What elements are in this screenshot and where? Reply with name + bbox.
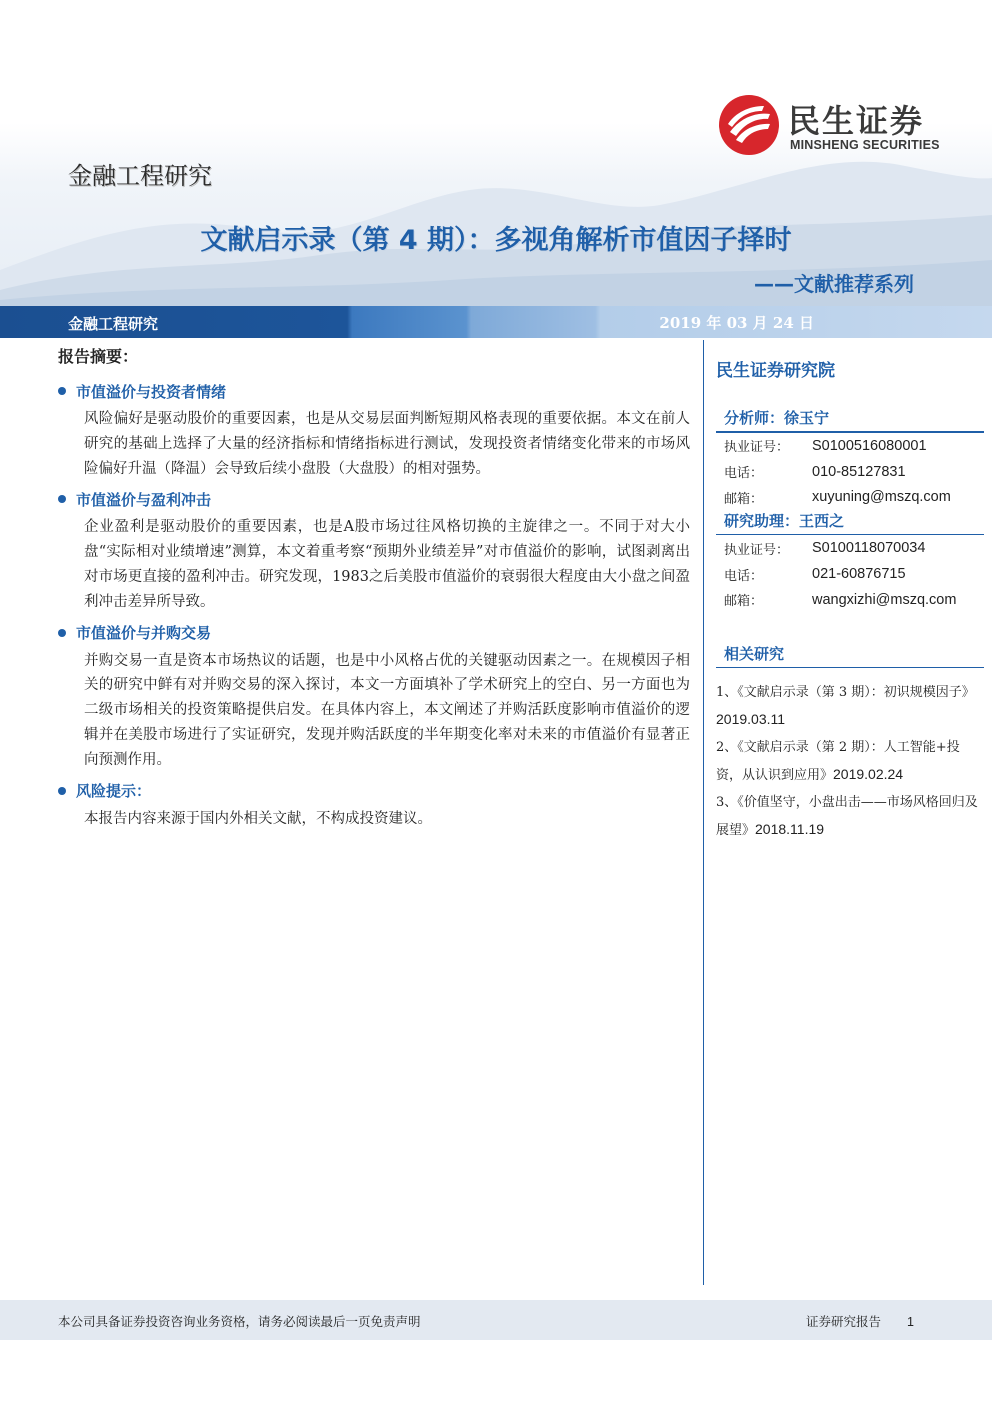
minsheng-logo-icon [718, 94, 780, 156]
report-subtitle: ——文献推荐系列 [754, 272, 914, 296]
phone-number: 010-85127831 [812, 463, 906, 480]
report-date: 2019 年 03 月 24 日 [659, 314, 814, 332]
abstract-section [58, 487, 690, 614]
related-date: 2019.03.11 [716, 711, 786, 728]
bullet-icon [58, 495, 66, 503]
risk-warning-section [58, 779, 690, 832]
column-divider [703, 340, 704, 1285]
analyst-email-row [716, 485, 984, 511]
email-link[interactable]: wangxizhi@mszq.com [812, 591, 957, 608]
related-title: 1、《文献启示录（第 3 期）：初识规模因子》 [716, 684, 975, 700]
report-title: 文献启示录（第 4 期）：多视角解析市值因子择时 [200, 225, 792, 256]
bullet-icon [58, 629, 66, 637]
phone-label: 电话： [724, 568, 764, 584]
section-heading [58, 379, 690, 403]
band-category: 金融工程研究 [68, 315, 159, 333]
related-research-item[interactable] [716, 790, 984, 845]
bullet-icon [58, 787, 66, 795]
footer-disclaimer: 本公司具备证券投资咨询业务资格，请务必阅读最后一页免责声明 [58, 1314, 421, 1329]
related-research-item[interactable] [716, 735, 984, 790]
section-body: 本报告内容来源于国内外相关文献，不构成投资建议。 [84, 810, 432, 827]
bullet-icon [58, 387, 66, 395]
abstract-section [58, 621, 690, 773]
abstract-section [58, 379, 690, 481]
assistant-heading: 研究助理：王西之 [716, 510, 984, 535]
email-label: 邮箱： [724, 594, 764, 610]
cert-label: 执业证号： [724, 542, 790, 558]
section-body: 企业盈利是驱动股价的重要因素，也是A股市场过往风格切换的主旋律之一。不同于对大小盘“实际相对业绩增速”测算，本文着重考察“预期外业绩差异”对市值溢价的影响，试图剥离出对市场更直接的盈利冲击。研究发现，1983之后美股市值溢价的衰弱很大程度由大小盘之间盈利冲击差异所导致。 [84, 519, 690, 610]
page-footer [0, 1300, 992, 1340]
section-body: 风险偏好是驱动股价的重要因素，也是从交易层面判断短期风格表现的重要依据。本文在前人研究的基础上选择了大量的经济指标和情绪指标进行测试，发现投资者情绪变化带来的市场风险偏好升温（降温）会导致后续小盘股（大盘股）的相对强势。 [84, 411, 690, 477]
email-label: 邮箱： [724, 491, 764, 507]
abstract-column [58, 344, 690, 837]
report-header [0, 0, 992, 306]
related-title: 2、《文献启示录（第 2 期）：人工智能+投资，从认识到应用》 [716, 739, 960, 784]
section-body: 并购交易一直是资本市场热议的话题，也是中小风格占优的关键驱动因素之一。在规模因子相关的研究中鲜有对并购交易的深入探讨，本文一方面填补了学术研究上的空白、另一方面也为二级市场相关的投资策略提供启发。在具体内容上，本文阐述了并购活跃度影响市值溢价的逻辑并在美股市场进行了实证研究，发现并购活跃度的半年期变化率对未来的市值溢价有显著正向预测作用。 [84, 652, 690, 768]
page-number: 1 [907, 1315, 914, 1329]
assistant-email-row [716, 587, 984, 613]
abstract-heading: 报告摘要： [58, 347, 139, 366]
series-label: 金融工程研究 [68, 162, 212, 190]
institute-name: 民生证券研究院 [716, 361, 835, 381]
assistant-cert-row [716, 535, 984, 561]
logo-chinese-name: 民生证券 [788, 102, 925, 140]
related-research-heading: 相关研究 [716, 643, 984, 668]
cert-number: S0100118070034 [812, 540, 926, 557]
section-title: 市值溢价与投资者情绪 [76, 382, 227, 401]
phone-label: 电话： [724, 466, 764, 482]
cert-label: 执业证号： [724, 440, 790, 456]
company-logo [718, 92, 958, 162]
section-heading [58, 779, 690, 803]
section-title: 风险提示： [76, 782, 152, 801]
footer-right [806, 1312, 914, 1330]
analyst-cert-row [716, 433, 984, 459]
related-research-item[interactable] [716, 680, 984, 735]
phone-number: 021-60876715 [812, 566, 906, 583]
analyst-phone-row [716, 459, 984, 485]
document-type: 证券研究报告 [806, 1314, 882, 1329]
section-title: 市值溢价与并购交易 [76, 624, 212, 643]
section-heading [58, 487, 690, 511]
sidebar [716, 356, 984, 845]
related-title: 3、《价值坚守，小盘出击——市场风格回归及展望》 [716, 794, 978, 839]
email-link[interactable]: xuyuning@mszq.com [812, 489, 951, 506]
logo-english-name: MINSHENG SECURITIES [790, 138, 940, 152]
analyst-heading: 分析师：徐玉宁 [716, 407, 984, 433]
assistant-phone-row [716, 561, 984, 587]
section-heading [58, 621, 690, 645]
section-title: 市值溢价与盈利冲击 [76, 490, 212, 509]
category-date-band [0, 306, 992, 338]
cert-number: S0100516080001 [812, 437, 927, 454]
related-date: 2019.02.24 [833, 766, 904, 783]
related-date: 2018.11.19 [755, 821, 825, 838]
